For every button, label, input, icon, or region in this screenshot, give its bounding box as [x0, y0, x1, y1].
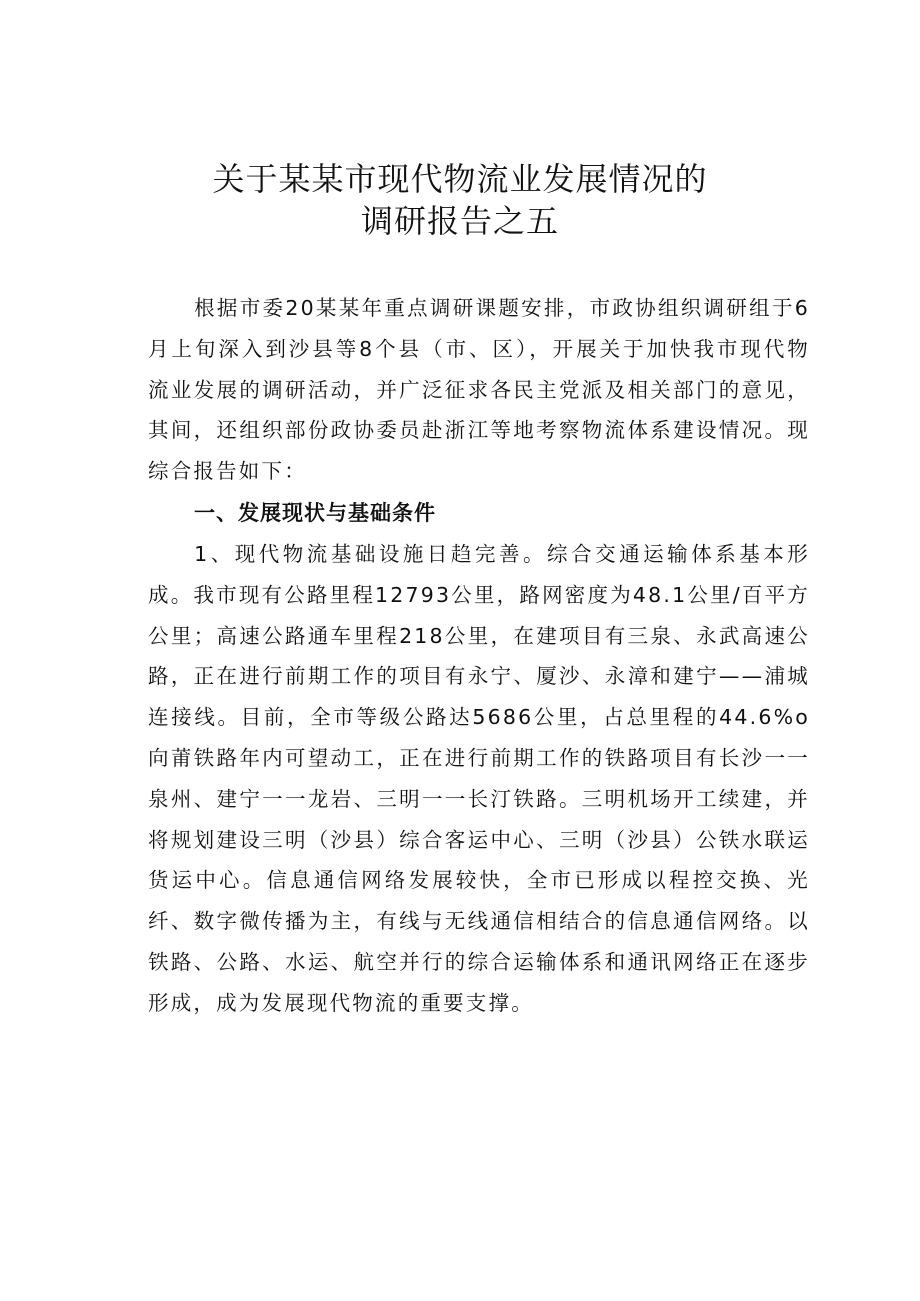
title-line-1: 关于某某市现代物流业发展情况的	[212, 160, 708, 198]
body-paragraph: 1、现代物流基础设施日趋完善。综合交通运输体系基本形成。我市现有公路里程12793公里，路网密度为48.1公里/百平方公里；高速公路通车里程218公里，在建项目有三泉、永武高速公路，正在进行前期工作的项目有永宁、厦沙、永漳和建宁——浦城连接线。目前，全市等级公路达5686公里，占总里程的44.6%o向莆铁路年内可望动工，正在进行前期工作的铁路项目有长沙一一泉州、建宁一一龙岩、三明一一长汀铁路。三明机场开工续建，并将规划建设三明（沙县）综合客运中心、三明（沙县）公铁水联运货运中心。信息通信网络发展较快，全市已形成以程控交换、光纤、数字微传播为主，有线与无线通信相结合的信息通信网络。以铁路、公路、水运、航空并行的综合运输体系和通讯网络正在逐步形成，成为发展现代物流的重要支撑。	[148, 541, 810, 1015]
document-title	[0, 158, 920, 242]
section-heading: 一、发展现状与基础条件	[194, 500, 436, 525]
title-line-2: 调研报告之五	[360, 202, 559, 240]
document-body	[148, 288, 810, 1024]
intro-paragraph: 根据市委20某某年重点调研课题安排，市政协组织调研组于6月上旬深入到沙县等8个县（市、区），开展关于加快我市现代物流业发展的调研活动，并广泛征求各民主党派及相关部门的意见，其间，还组织部份政协委员赴浙江等地考察物流体系建设情况。现综合报告如下：	[148, 296, 810, 484]
